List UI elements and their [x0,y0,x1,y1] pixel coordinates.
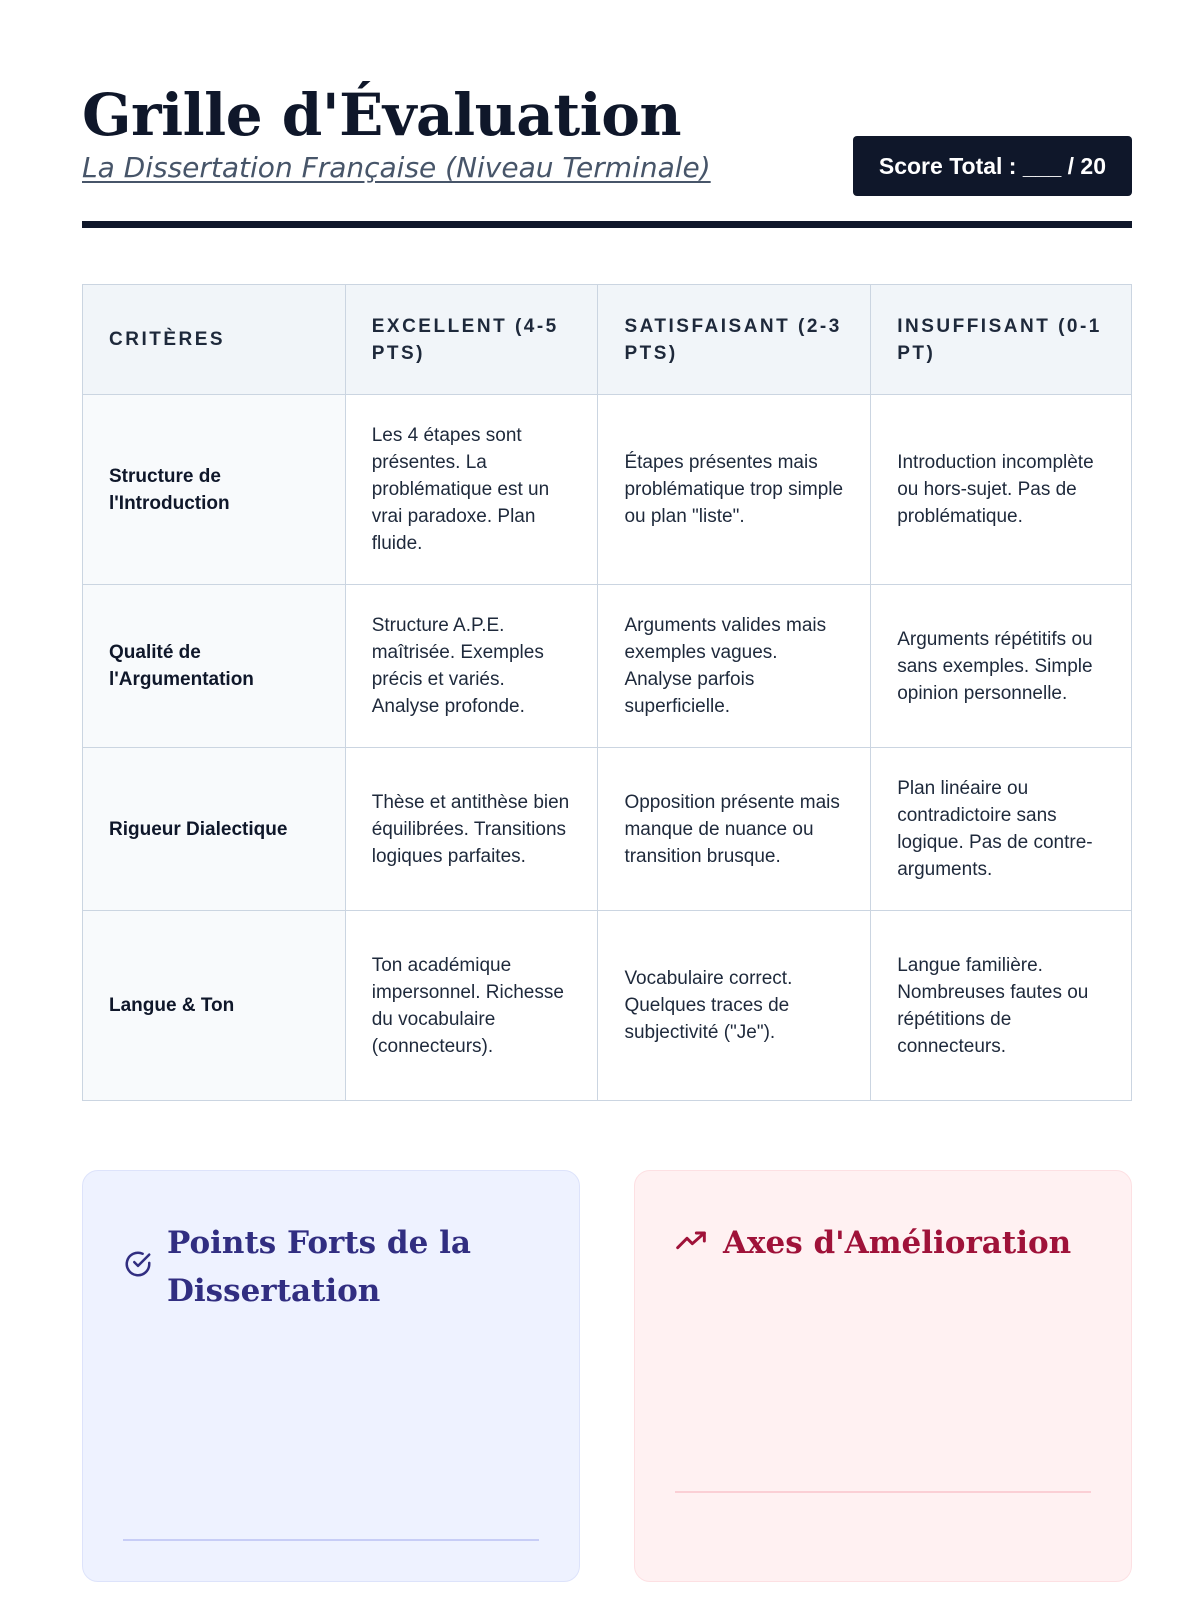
strengths-card [82,1170,580,1582]
insuffisant-cell: Langue familière. Nombreuses fautes ou répétitions de connecteurs. [871,911,1132,1101]
improvements-card [634,1170,1132,1582]
criterion-cell: Structure de l'Introduction [83,395,346,585]
excellent-cell: Ton académique impersonnel. Richesse du vocabulaire (connecteurs). [345,911,598,1101]
satisfaisant-cell: Arguments valides mais exemples vagues. Analyse parfois superficielle. [598,585,871,748]
page-title: Grille d'Évaluation [82,81,682,149]
satisfaisant-cell: Vocabulaire correct. Quelques traces de subjectivité ("Je"). [598,911,871,1101]
score-total-badge: Score Total : ___ / 20 [853,136,1132,196]
table-row [83,911,1132,1101]
column-header-insuffisant: INSUFFISANT (0-1 PT) [871,285,1132,395]
criterion-cell: Qualité de l'Argumentation [83,585,346,748]
criterion-cell: Rigueur Dialectique [83,748,346,911]
excellent-cell: Les 4 étapes sont présentes. La problématique est un vrai paradoxe. Plan fluide. [345,395,598,585]
excellent-cell: Thèse et antithèse bien équilibrées. Transitions logiques parfaites. [345,748,598,911]
column-header-excellent: EXCELLENT (4-5 PTS) [345,285,598,395]
satisfaisant-cell: Opposition présente mais manque de nuance ou transition brusque. [598,748,871,911]
page-subtitle: La Dissertation Française (Niveau Terminale) [82,151,711,184]
header-divider [82,221,1132,228]
improvements-title: Axes d'Amélioration [723,1225,1072,1261]
evaluation-rubric-table [82,284,1132,1101]
page-header [82,80,1132,230]
table-row [83,585,1132,748]
excellent-cell: Structure A.P.E. maîtrisée. Exemples précis et variés. Analyse profonde. [345,585,598,748]
insuffisant-cell: Arguments répétitifs ou sans exemples. Simple opinion personnelle. [871,585,1132,748]
insuffisant-cell: Plan linéaire ou contradictoire sans logique. Pas de contre-arguments. [871,748,1132,911]
strengths-title: Points Forts de la Dissertation [167,1225,471,1309]
strengths-writing-line [123,1539,539,1541]
criterion-cell: Langue & Ton [83,911,346,1101]
insuffisant-cell: Introduction incomplète ou hors-sujet. Pas de problématique. [871,395,1132,585]
table-row [83,395,1132,585]
table-header-row [83,285,1132,395]
column-header-criteria: CRITÈRES [83,285,346,395]
table-row [83,748,1132,911]
improvements-writing-line [675,1491,1091,1493]
trending-up-icon [675,1225,707,1261]
satisfaisant-cell: Étapes présentes mais problématique trop simple ou plan "liste". [598,395,871,585]
column-header-satisfaisant: SATISFAISANT (2-3 PTS) [598,285,871,395]
check-circle-icon [123,1249,153,1283]
